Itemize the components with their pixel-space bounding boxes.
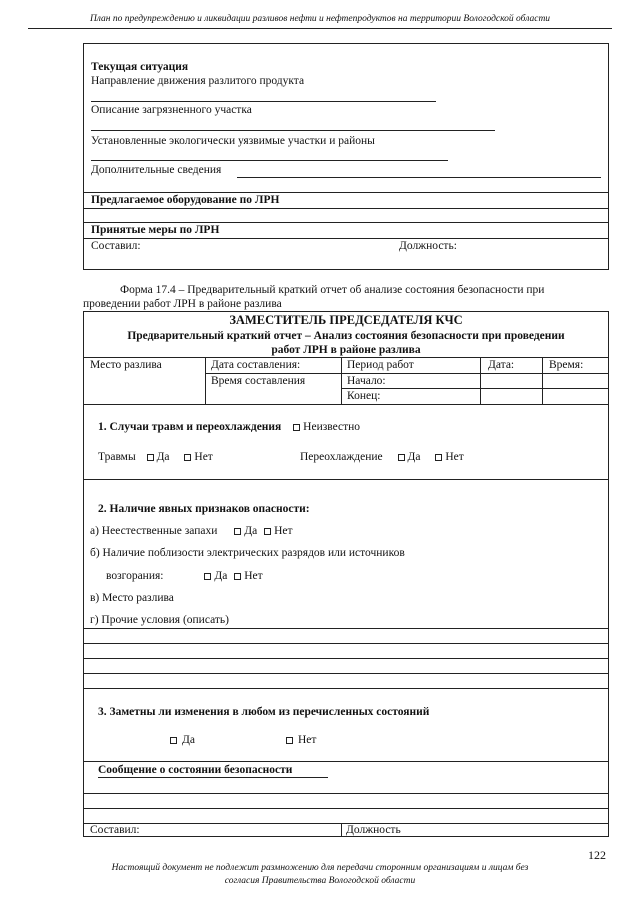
report-subtitle-cont: работ ЛРН в районе разлива xyxy=(271,344,421,356)
section-divider xyxy=(84,688,608,689)
injuries-yes-checkbox[interactable] xyxy=(147,454,154,461)
write-line xyxy=(84,658,608,659)
changes-yes-row xyxy=(168,734,195,747)
grid-line xyxy=(341,357,342,404)
section-divider xyxy=(84,761,608,762)
work-period-label: Период работ xyxy=(347,359,414,371)
hypothermia-label: Переохлаждение xyxy=(300,451,383,463)
injuries-row xyxy=(98,451,213,464)
hypothermia-row xyxy=(300,451,464,464)
title-divider xyxy=(84,357,608,358)
spill-place-label: Место разлива xyxy=(90,359,162,371)
ignition-no-checkbox[interactable] xyxy=(234,573,241,580)
changes-no-checkbox[interactable] xyxy=(286,737,293,744)
grid-divider xyxy=(84,404,608,405)
report-compiled-label: Составил: xyxy=(90,824,140,836)
write-line xyxy=(84,673,608,674)
direction-line xyxy=(91,101,436,102)
electric-discharge-label: б) Наличие поблизости электрических разрядов или источников xyxy=(90,547,405,559)
measures-heading: Принятые меры по ЛРН xyxy=(91,224,220,236)
form-caption-cont: проведении работ ЛРН в районе разлива xyxy=(83,298,282,310)
no-label: Нет xyxy=(298,734,317,746)
footer-notice: Настоящий документ не подлежит размножению для передачи сторонним организациям и лицам без xyxy=(111,863,529,873)
safety-report-form xyxy=(83,311,609,837)
odors-no-checkbox[interactable] xyxy=(264,528,271,535)
write-line xyxy=(84,628,608,629)
section-1-title: 1. Случаи травм и переохлаждения xyxy=(98,421,282,433)
vulnerable-line xyxy=(91,160,448,161)
yes-label: Да xyxy=(214,570,228,582)
grid-line xyxy=(205,357,206,404)
other-conditions-label: г) Прочие условия (описать) xyxy=(90,614,229,626)
yes-label: Да xyxy=(407,451,421,463)
date-compiled-label: Дата составления: xyxy=(211,359,301,371)
section-divider xyxy=(84,479,608,480)
date-label: Дата: xyxy=(488,359,515,371)
odors-label: а) Неестественные запахи xyxy=(90,525,218,537)
grid-line xyxy=(542,357,543,404)
equipment-heading: Предлагаемое оборудование по ЛРН xyxy=(91,194,280,206)
unknown-checkbox[interactable] xyxy=(293,424,300,431)
row-divider xyxy=(84,208,608,209)
header-rule xyxy=(28,28,612,29)
grid-line xyxy=(205,373,608,374)
running-header: План по предупреждению и ликвидации разливов нефти и нефтепродуктов на территории Вологодской области xyxy=(89,14,551,24)
time-compiled-label: Время составления xyxy=(211,375,306,387)
safety-message-heading: Сообщение о состоянии безопасности xyxy=(98,764,293,776)
position-label: Должность: xyxy=(399,240,457,252)
unknown-label: Неизвестно xyxy=(303,421,361,433)
spill-site-label: в) Место разлива xyxy=(90,592,174,604)
write-line xyxy=(84,643,608,644)
page-number: 122 xyxy=(588,848,606,862)
no-label: Нет xyxy=(274,525,293,537)
ignition-row xyxy=(106,570,263,583)
write-line xyxy=(84,793,608,794)
start-label: Начало: xyxy=(347,375,386,387)
section-3-title: 3. Заметны ли изменения в любом из перечисленных состояний xyxy=(98,706,430,718)
report-subtitle: Предварительный краткий отчет – Анализ состояния безопасности при проведении xyxy=(127,330,565,342)
time-label: Время: xyxy=(549,359,584,371)
changes-yes-checkbox[interactable] xyxy=(170,737,177,744)
grid-line xyxy=(480,357,481,404)
no-label: Нет xyxy=(445,451,464,463)
yes-label: Да xyxy=(182,734,195,746)
odors-yes-checkbox[interactable] xyxy=(234,528,241,535)
no-label: Нет xyxy=(194,451,213,463)
injuries-no-checkbox[interactable] xyxy=(184,454,191,461)
changes-no-row xyxy=(284,734,316,747)
vulnerable-label: Установленные экологически уязвимые участки и районы xyxy=(91,135,375,147)
odors-row xyxy=(90,525,293,538)
grid-line xyxy=(341,388,608,389)
end-label: Конец: xyxy=(347,390,381,402)
write-line xyxy=(84,808,608,809)
report-title: ЗАМЕСТИТЕЛЬ ПРЕДСЕДАТЕЛЯ КЧС xyxy=(229,313,463,327)
hypothermia-no-checkbox[interactable] xyxy=(435,454,442,461)
row-divider xyxy=(84,192,608,193)
injuries-label: Травмы xyxy=(98,451,136,463)
direction-label: Направление движения разлитого продукта xyxy=(91,75,305,87)
description-label: Описание загрязненного участка xyxy=(91,104,252,116)
section-2-title: 2. Наличие явных признаков опасности: xyxy=(98,503,310,515)
no-label: Нет xyxy=(244,570,263,582)
ignition-yes-checkbox[interactable] xyxy=(204,573,211,580)
grid-line xyxy=(341,823,342,836)
yes-label: Да xyxy=(156,451,170,463)
footer-notice-cont: согласия Правительства Вологодской области xyxy=(224,876,416,886)
ignition-label: возгорания: xyxy=(106,570,164,582)
compiled-label: Составил: xyxy=(91,240,141,252)
current-situation-form xyxy=(83,43,609,270)
current-situation-heading: Текущая ситуация xyxy=(91,61,189,73)
row-divider xyxy=(84,222,608,223)
hypothermia-yes-checkbox[interactable] xyxy=(398,454,405,461)
section-1 xyxy=(98,421,360,434)
report-position-label: Должность xyxy=(346,824,401,836)
heading-underline xyxy=(98,777,328,778)
description-line xyxy=(91,130,495,131)
yes-label: Да xyxy=(244,525,258,537)
additional-line xyxy=(237,177,601,178)
form-caption: Форма 17.4 – Предварительный краткий отчет об анализе состояния безопасности при xyxy=(120,284,545,296)
additional-label: Дополнительные сведения xyxy=(91,164,222,176)
row-divider xyxy=(84,238,608,239)
